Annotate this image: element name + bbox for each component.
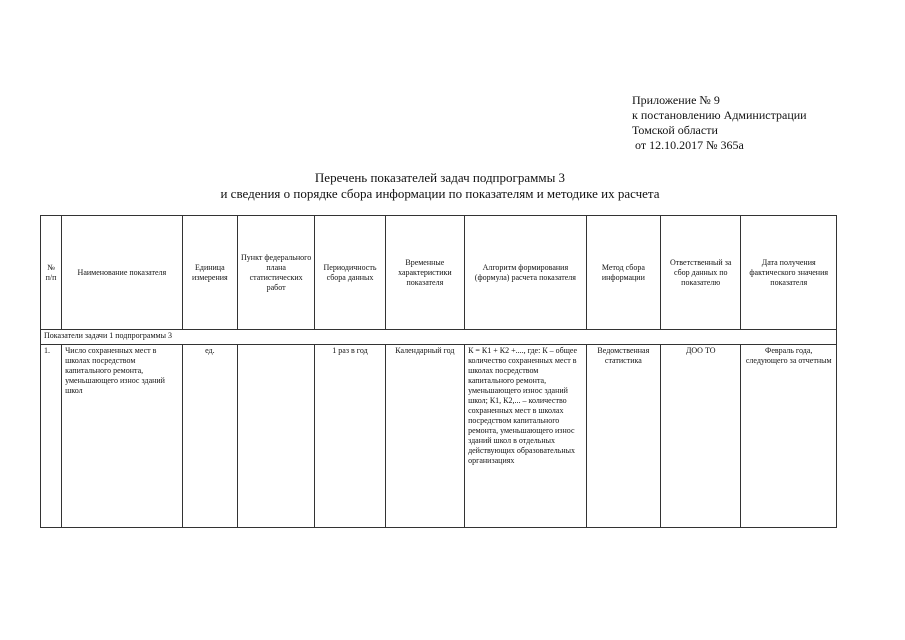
- appendix-line-1: Приложение № 9: [632, 93, 720, 107]
- section-row: [41, 330, 837, 345]
- table-header-row: [41, 216, 837, 330]
- header-algorithm: Алгоритм формирования (формула) расчета показателя: [465, 216, 587, 330]
- cell-responsible: ДОО ТО: [661, 345, 741, 528]
- cell-method: Ведомственная статистика: [586, 345, 660, 528]
- appendix-line-2: к постановлению Администрации: [632, 108, 807, 122]
- indicators-table: [40, 215, 837, 528]
- appendix-line-3: Томской области: [632, 123, 718, 137]
- header-unit: Единица измерения: [182, 216, 237, 330]
- cell-algorithm: К = К1 + К2 +...., где: К – общее количество сохраненных мест в школах посредством капитального ремонта, уменьшающего износ зданий школ; К1, К2,... – количество сохраненных мест в школах посредством капитального ремонта, уменьшающего износ зданий школ в отдельных действующих образовательных организациях: [465, 345, 587, 528]
- header-periodicity: Периодичность сбора данных: [315, 216, 385, 330]
- appendix-line-4: от 12.10.2017 № 365а: [635, 138, 744, 152]
- header-plan-item: Пункт федерального плана статистических работ: [237, 216, 314, 330]
- header-responsible: Ответственный за сбор данных по показателю: [661, 216, 741, 330]
- table-row: [41, 345, 837, 528]
- cell-unit: ед.: [182, 345, 237, 528]
- document-title: [150, 170, 730, 202]
- header-num: № п/п: [41, 216, 62, 330]
- header-date: Дата получения фактического значения показателя: [741, 216, 837, 330]
- header-time-characteristics: Временные характеристики показателя: [385, 216, 464, 330]
- cell-name: Число сохраненных мест в школах посредством капитального ремонта, уменьшающего износ зданий школ: [62, 345, 183, 528]
- appendix-block: [632, 93, 807, 153]
- cell-plan-item: [237, 345, 314, 528]
- section-label: Показатели задачи 1 подпрограммы 3: [41, 330, 837, 345]
- header-method: Метод сбора информации: [586, 216, 660, 330]
- cell-date: Февраль года, следующего за отчетным: [741, 345, 837, 528]
- cell-num: 1.: [41, 345, 62, 528]
- title-line-1: Перечень показателей задач подпрограммы 3: [314, 170, 566, 185]
- cell-periodicity: 1 раз в год: [315, 345, 385, 528]
- title-line-2: и сведения о порядке сбора информации по показателям и методике их расчета: [220, 186, 660, 201]
- header-name: Наименование показателя: [62, 216, 183, 330]
- cell-time-characteristics: Календарный год: [385, 345, 464, 528]
